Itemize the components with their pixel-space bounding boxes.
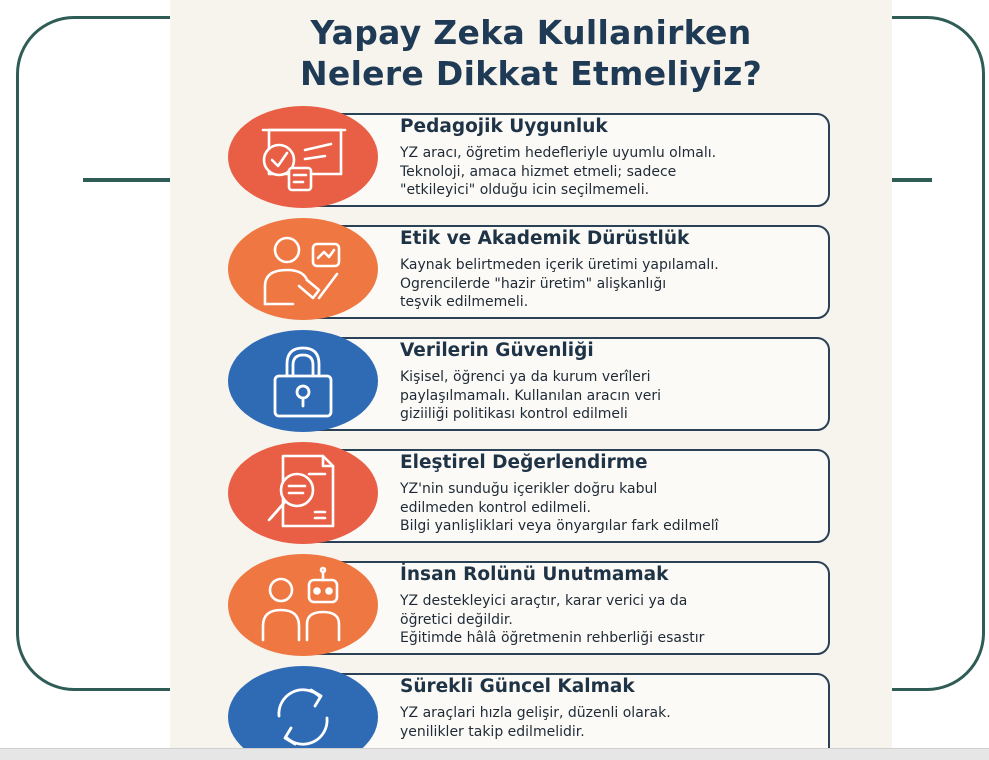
card-body-line: YZ aracı, öğretim hedefleriyle uyumlu olmalı.	[400, 145, 717, 161]
refresh-cycle-icon	[253, 672, 353, 749]
card-insan-rolunu-unutmamak	[228, 554, 838, 656]
poster-title	[170, 12, 892, 94]
card-icon-circle	[228, 442, 378, 544]
card-body-line: Bilgi yanlişliklari veya önyargılar fark edilmelî	[400, 518, 719, 534]
poster-title-line-1: Yapay Zeka Kullanirken	[310, 13, 752, 52]
card-title: İnsan Rolünü Unutmamak	[400, 564, 669, 585]
card-pedagojik-uygunluk	[228, 106, 838, 208]
card-body-line: öğretici değildir.	[400, 611, 513, 628]
card-body-line: yenilikler takip edilmelidir.	[400, 723, 585, 740]
card-body-line: Teknoloji, amaca hizmet etmeli; sadece	[400, 163, 677, 180]
card-verilerin-guvenligi	[228, 330, 838, 432]
poster-title-line-2: Nelere Dikkat Etmeliyiz?	[299, 54, 763, 93]
card-icon-circle	[228, 554, 378, 656]
viewer-bottom-bar	[0, 748, 989, 760]
card-body-line: Ogrencilerde "hazir üretim" alişkanlığı	[400, 275, 667, 292]
card-body-line: Kaynak belirtmeden içerik üretimi yapılamalı.	[400, 257, 719, 273]
card-body-line: YZ araçlari hızla gelişir, düzenli olarak.	[400, 705, 671, 721]
person-writing-icon	[253, 224, 353, 314]
card-icon-circle	[228, 218, 378, 320]
card-body-line: Kişisel, öğrenci ya da kurum verîleri	[400, 369, 651, 385]
card-body	[400, 704, 832, 741]
card-icon-circle	[228, 106, 378, 208]
card-title: Etik ve Akademik Dürüstlük	[400, 228, 690, 249]
presentation-board-icon	[253, 112, 353, 202]
card-body-line: edilmeden kontrol edilmeli.	[400, 499, 592, 516]
person-robot-icon	[253, 560, 353, 650]
divider-line-right	[886, 178, 932, 182]
card-title: Eleştirel Değerlendirme	[400, 452, 648, 473]
card-title: Pedagojik Uygunluk	[400, 116, 608, 137]
card-body	[400, 368, 832, 424]
card-body	[400, 144, 832, 200]
infographic-poster	[170, 0, 892, 749]
card-title: Verilerin Güvenliği	[400, 340, 594, 361]
card-surekli-guncel-kalmak	[228, 666, 838, 749]
card-body-line: giziiliği politikası kontrol edilmeli	[400, 406, 628, 422]
card-body	[400, 256, 832, 312]
card-body-line: teşvik edilmemeli.	[400, 294, 529, 310]
card-etik-akademik-durustluk	[228, 218, 838, 320]
card-body	[400, 480, 832, 536]
card-body-line: Eğitimde hâlâ öğretmenin rehberliği esastır	[400, 630, 705, 646]
card-body-line: "etkileyici" olduğu icin seçilmemeli.	[400, 182, 650, 198]
card-title: Sürekli Güncel Kalmak	[400, 676, 635, 697]
card-body-line: paylaşılmamalı. Kullanılan aracın veri	[400, 387, 662, 404]
divider-line-left	[83, 178, 175, 182]
magnifier-document-icon	[253, 448, 353, 538]
card-body	[400, 592, 832, 648]
card-body-line: YZ'nin sunduğu içerikler doğru kabul	[400, 481, 658, 497]
card-body-line: YZ destekleyici araçtır, karar verici ya da	[400, 593, 688, 609]
padlock-icon	[253, 336, 353, 426]
card-elestirel-degerlendirme	[228, 442, 838, 544]
card-icon-circle	[228, 330, 378, 432]
